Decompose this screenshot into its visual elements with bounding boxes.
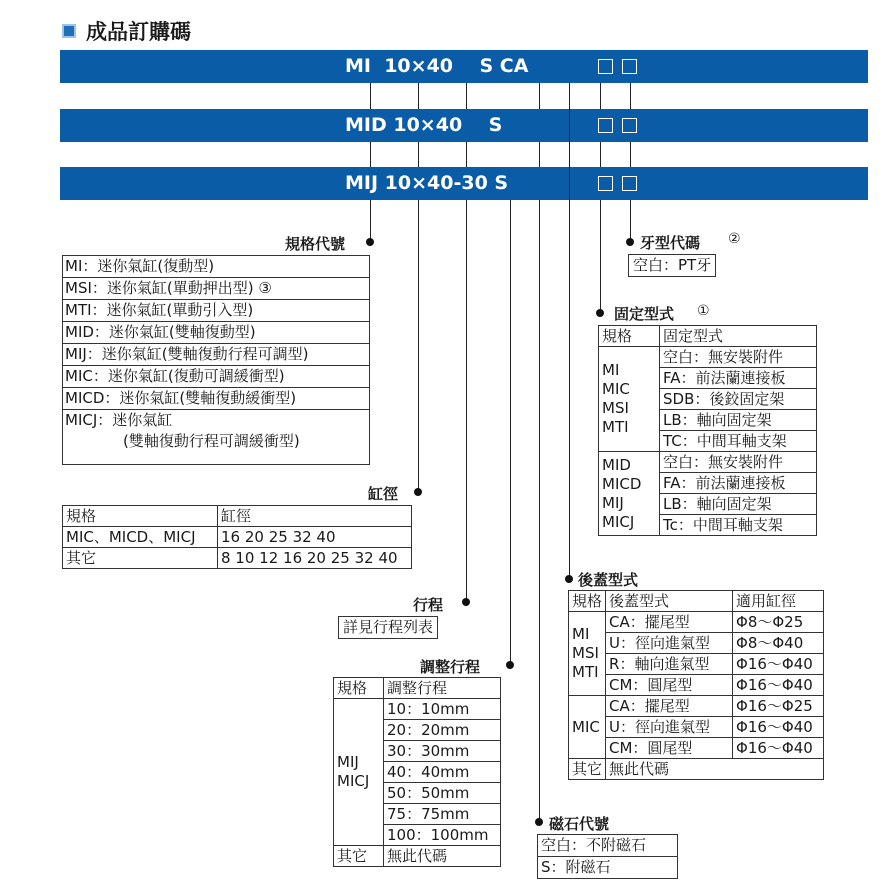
list-item: MID：迷你氣缸(雙軸復動型) bbox=[63, 322, 369, 344]
title-square-icon bbox=[62, 24, 76, 38]
table-cell: 75：75mm bbox=[384, 804, 501, 825]
placeholder-box-icon bbox=[622, 59, 637, 74]
list-item: 空白：不附磁石 bbox=[538, 835, 677, 857]
table-cell: 其它 bbox=[63, 548, 218, 569]
placeholder-box-icon bbox=[598, 59, 613, 74]
list-item: S：附磁石 bbox=[541, 858, 611, 876]
table-cell: Tc：中間耳軸支架 bbox=[660, 515, 817, 536]
table-cell: CM：圓尾型 bbox=[606, 738, 733, 759]
table-cell: U：徑向進氣型 bbox=[606, 633, 733, 654]
list-item: MSI：迷你氣缸(單動押出型) ③ bbox=[63, 278, 369, 300]
bullet-dot-icon bbox=[414, 488, 422, 496]
page-title: 成品訂購碼 bbox=[86, 20, 191, 44]
stroke-note: 詳見行程列表 bbox=[338, 616, 438, 639]
table-cell: 無此代碼 bbox=[606, 759, 824, 780]
table-row bbox=[334, 846, 501, 867]
table-row bbox=[63, 527, 412, 548]
placeholder-box-icon bbox=[598, 118, 613, 133]
table-cell: TC：中間耳軸支架 bbox=[660, 431, 817, 452]
table-cell: Φ16～Φ40 bbox=[733, 675, 824, 696]
table-cell: LB：軸向固定架 bbox=[660, 494, 817, 515]
table-cell: 規格 bbox=[599, 326, 660, 347]
table-cell: 30：30mm bbox=[384, 741, 501, 762]
bullet-dot-icon bbox=[462, 598, 470, 606]
table-row bbox=[599, 452, 817, 473]
table-cell: U：徑向進氣型 bbox=[606, 717, 733, 738]
mount-ref-mark: ① bbox=[697, 303, 710, 319]
table-cell: MID MICD MIJ MICJ bbox=[599, 452, 660, 536]
table-cell: 10：10mm bbox=[384, 699, 501, 720]
table-row bbox=[569, 675, 824, 696]
table-cell: 其它 bbox=[334, 846, 384, 867]
table-row bbox=[569, 591, 824, 612]
order-code-text: MIJ 10×40-30 S bbox=[345, 172, 509, 194]
table-cell: MIJ MICJ bbox=[334, 699, 384, 846]
table-row bbox=[569, 654, 824, 675]
table-cell: FA：前法蘭連接板 bbox=[660, 368, 817, 389]
table-cell: 規格 bbox=[63, 506, 218, 527]
magnet-heading: 磁石代號 bbox=[549, 815, 610, 833]
thread-ref-mark: ② bbox=[728, 231, 741, 247]
order-code-text: MID 10×40 S bbox=[345, 114, 503, 136]
order-code-bar-2 bbox=[60, 109, 868, 142]
list-item: MICJ：迷你氣缸 bbox=[65, 411, 173, 429]
adjust-stroke-table bbox=[333, 677, 501, 867]
table-cell: 其它 bbox=[569, 759, 606, 780]
table-row bbox=[334, 699, 501, 720]
table-cell: 固定型式 bbox=[660, 326, 817, 347]
table-row bbox=[569, 612, 824, 633]
table-cell: 規格 bbox=[569, 591, 606, 612]
spec-code-list bbox=[62, 255, 370, 465]
table-cell: Φ16～Φ40 bbox=[733, 738, 824, 759]
table-row bbox=[569, 738, 824, 759]
table-row bbox=[569, 696, 824, 717]
table-cell: 100：100mm bbox=[384, 825, 501, 846]
table-cell: 空白：無安裝附件 bbox=[660, 347, 817, 368]
table-cell: 規格 bbox=[334, 678, 384, 699]
mount-heading: 固定型式 bbox=[614, 305, 675, 323]
table-cell: Φ16～Φ40 bbox=[733, 717, 824, 738]
table-cell: Φ16～Φ40 bbox=[733, 654, 824, 675]
table-cell: 20：20mm bbox=[384, 720, 501, 741]
table-cell: MI MSI MTI bbox=[569, 612, 606, 696]
thread-heading: 牙型代碼 bbox=[640, 234, 701, 252]
list-item: MTI：迷你氣缸(單動引入型) bbox=[63, 300, 369, 322]
bore-heading: 缸徑 bbox=[368, 485, 399, 503]
mount-table bbox=[598, 325, 817, 536]
table-cell: CM：圓尾型 bbox=[606, 675, 733, 696]
table-row bbox=[63, 548, 412, 569]
table-cell: FA：前法蘭連接板 bbox=[660, 473, 817, 494]
placeholder-box-icon bbox=[598, 176, 613, 191]
thread-note: 空白：PT牙 bbox=[628, 254, 716, 277]
placeholder-box-icon bbox=[622, 176, 637, 191]
table-cell: 空白：無安裝附件 bbox=[660, 452, 817, 473]
table-cell: 40：40mm bbox=[384, 762, 501, 783]
bullet-dot-icon bbox=[506, 661, 514, 669]
magnet-list bbox=[537, 834, 678, 879]
bullet-dot-icon bbox=[596, 309, 604, 317]
table-cell: Φ8～Φ40 bbox=[733, 633, 824, 654]
table-cell: Φ16～Φ25 bbox=[733, 696, 824, 717]
list-item: MIJ：迷你氣缸(雙軸復動行程可調型) bbox=[63, 344, 369, 366]
table-cell: 調整行程 bbox=[384, 678, 501, 699]
order-code-bar-3 bbox=[60, 167, 868, 200]
table-cell: 缸徑 bbox=[218, 506, 412, 527]
table-cell: MIC bbox=[569, 696, 606, 759]
bore-table bbox=[62, 505, 412, 569]
table-cell: CA：擺尾型 bbox=[606, 612, 733, 633]
list-item: MIC：迷你氣缸(復動可調緩衝型) bbox=[63, 366, 369, 388]
table-cell: R：軸向進氣型 bbox=[606, 654, 733, 675]
table-row bbox=[599, 326, 817, 347]
list-item: MICD：迷你氣缸(雙軸復動緩衝型) bbox=[63, 388, 369, 410]
spec-code-heading: 規格代號 bbox=[285, 235, 346, 253]
list-item: MI：迷你氣缸(復動型) bbox=[63, 256, 369, 278]
table-cell: 16 20 25 32 40 bbox=[218, 527, 412, 548]
rear-cover-heading: 後蓋型式 bbox=[578, 571, 639, 589]
table-cell: 無此代碼 bbox=[384, 846, 501, 867]
table-row bbox=[63, 506, 412, 527]
table-row bbox=[569, 759, 824, 780]
table-cell: 50：50mm bbox=[384, 783, 501, 804]
bullet-dot-icon bbox=[626, 238, 634, 246]
adjust-stroke-heading: 調整行程 bbox=[420, 658, 481, 676]
order-code-text: MI 10×40 S CA bbox=[345, 55, 529, 77]
table-cell: Φ8～Φ25 bbox=[733, 612, 824, 633]
table-row bbox=[569, 717, 824, 738]
table-row bbox=[569, 633, 824, 654]
table-cell: MI MIC MSI MTI bbox=[599, 347, 660, 452]
table-cell: CA：擺尾型 bbox=[606, 696, 733, 717]
table-row bbox=[599, 347, 817, 368]
table-cell: MIC、MICD、MICJ bbox=[63, 527, 218, 548]
order-code-bar-1 bbox=[60, 50, 868, 83]
rear-cover-table bbox=[568, 590, 824, 780]
bullet-dot-icon bbox=[535, 818, 543, 826]
bullet-dot-icon bbox=[565, 575, 573, 583]
table-cell: 後蓋型式 bbox=[606, 591, 733, 612]
table-cell: LB：軸向固定架 bbox=[660, 410, 817, 431]
table-cell: SDB：後鉸固定架 bbox=[660, 389, 817, 410]
table-cell: 8 10 12 16 20 25 32 40 bbox=[218, 548, 412, 569]
placeholder-box-icon bbox=[622, 118, 637, 133]
table-row bbox=[334, 678, 501, 699]
bullet-dot-icon bbox=[366, 238, 374, 246]
table-cell: 適用缸徑 bbox=[733, 591, 824, 612]
stroke-heading: 行程 bbox=[413, 596, 444, 614]
list-item: (雙軸復動行程可調緩衝型) bbox=[123, 432, 300, 450]
